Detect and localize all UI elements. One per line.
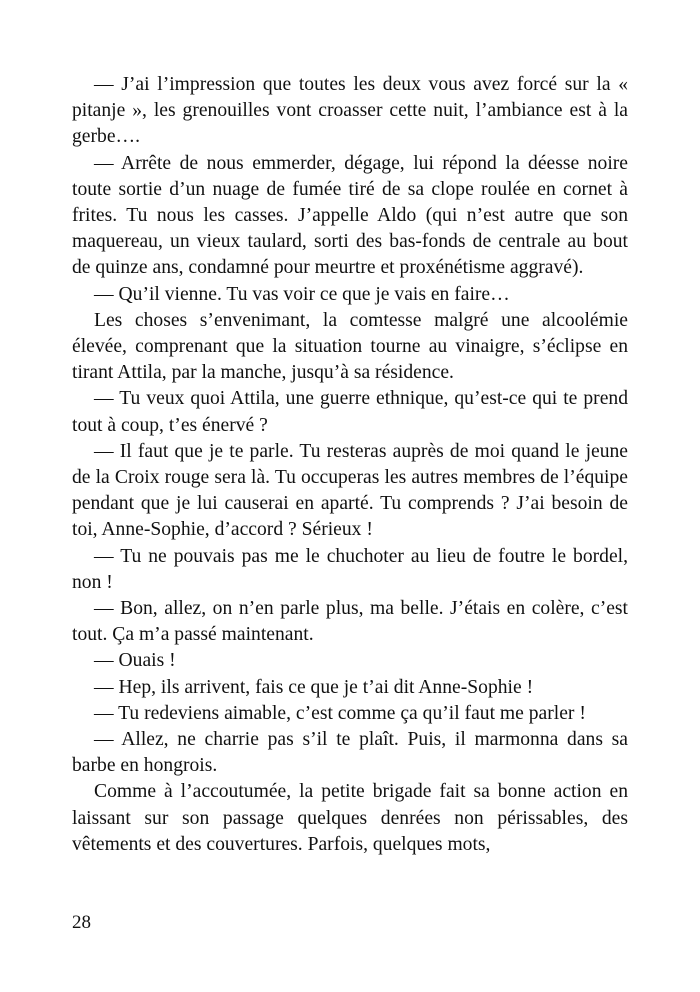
- paragraph: — Bon, allez, on n’en parle plus, ma belle. J’étais en colère, c’est tout. Ça m’a passé maintenant.: [72, 598, 628, 646]
- paragraph: — Allez, ne charrie pas s’il te plaît. Puis, il marmonna dans sa barbe en hongrois.: [72, 729, 628, 777]
- paragraph: Les choses s’envenimant, la comtesse malgré une alcoolémie élevée, comprenant que la situation tourne au vinaigre, s’éclipse en tirant Attila, par la manche, jusqu’à sa résidence.: [72, 309, 628, 384]
- paragraph: — Qu’il vienne. Tu vas voir ce que je vais en faire…: [94, 283, 510, 305]
- paragraph: — Arrête de nous emmerder, dégage, lui répond la déesse noire toute sortie d’un nuage de fumée tiré de sa clope roulée en cornet à frites. Tu nous les casses. J’appelle Aldo (qui n’est autre que son maquereau, un vieux taulard, sorti des bas-fonds de centrale au bout de quinze ans, condamné pour meurtre et proxénétisme aggravé).: [72, 152, 628, 279]
- paragraph: — Tu redeviens aimable, c’est comme ça qu’il faut me parler !: [94, 702, 586, 724]
- page-number: 28: [72, 912, 91, 933]
- paragraph: — J’ai l’impression que toutes les deux vous avez forcé sur la « pitanje », les grenouilles vont croasser cette nuit, l’ambiance est à la gerbe….: [72, 74, 628, 148]
- paragraph: — Tu ne pouvais pas me le chuchoter au lieu de foutre le bordel, non !: [72, 545, 628, 593]
- paragraph: Comme à l’accoutumée, la petite brigade fait sa bonne action en laissant sur son passage quelques denrées non périssables, des vêtements et des couvertures. Parfois, quelques mots,: [72, 781, 628, 855]
- paragraph: — Tu veux quoi Attila, une guerre ethnique, qu’est-ce qui te prend tout à coup, t’es énervé ?: [72, 388, 628, 436]
- body-text: [72, 72, 628, 858]
- paragraph: — Ouais !: [94, 650, 176, 672]
- paragraph: — Hep, ils arrivent, fais ce que je t’ai dit Anne-Sophie !: [94, 676, 534, 698]
- paragraph: — Il faut que je te parle. Tu resteras auprès de moi quand le jeune de la Croix rouge sera là. Tu occuperas les autres membres de l’équipe pendant que je lui causerai en aparté. Tu comprends ? J’ai besoin de toi, Anne-Sophie, d’accord ? Sérieux !: [72, 440, 628, 541]
